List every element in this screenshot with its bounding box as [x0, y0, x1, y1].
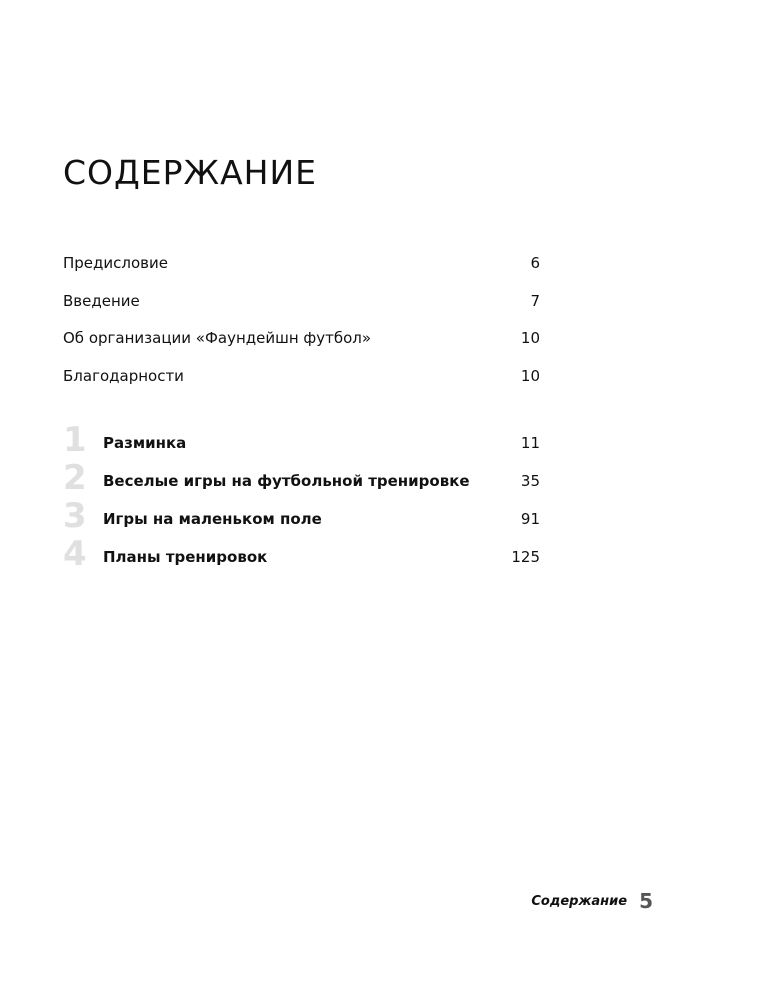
page-title: СОДЕРЖАНИЕ	[63, 153, 318, 192]
chapter-entry-2[interactable]	[63, 458, 540, 500]
front-matter-list	[63, 244, 540, 395]
footer-page-number: 5	[639, 889, 653, 913]
chapter-label: Веселые игры на футбольной тренировке	[103, 472, 470, 490]
chapter-page: 11	[520, 434, 540, 452]
chapter-entry-1[interactable]	[63, 420, 540, 462]
chapter-entry-3[interactable]	[63, 496, 540, 538]
chapter-list	[63, 420, 540, 576]
chapter-number: 3	[63, 496, 87, 536]
toc-entry-preface[interactable]	[63, 244, 540, 282]
toc-entry-acknowledgements[interactable]	[63, 357, 540, 395]
toc-entry-about-organization[interactable]	[63, 319, 540, 357]
chapter-page: 125	[511, 548, 540, 566]
chapter-number: 4	[63, 534, 87, 574]
toc-entry-introduction[interactable]	[63, 282, 540, 320]
chapter-entry-4[interactable]	[63, 534, 540, 576]
toc-entry-page: 7	[530, 291, 540, 310]
chapter-page: 35	[520, 472, 540, 490]
chapter-label: Планы тренировок	[103, 548, 268, 566]
chapter-number: 2	[63, 458, 87, 498]
chapter-label: Игры на маленьком поле	[103, 510, 322, 528]
page-footer	[531, 889, 653, 913]
toc-entry-label: Предисловие	[63, 253, 168, 272]
toc-entry-label: Благодарности	[63, 366, 184, 385]
toc-entry-page: 6	[530, 253, 540, 272]
toc-entry-label: Введение	[63, 291, 140, 310]
toc-entry-label: Об организации «Фаундейшн футбол»	[63, 329, 372, 348]
chapter-page: 91	[520, 510, 540, 528]
chapter-label: Разминка	[103, 434, 187, 452]
toc-entry-page: 10	[520, 329, 540, 348]
toc-entry-page: 10	[520, 366, 540, 385]
footer-section-label: Содержание	[531, 893, 628, 909]
chapter-number: 1	[63, 420, 87, 460]
